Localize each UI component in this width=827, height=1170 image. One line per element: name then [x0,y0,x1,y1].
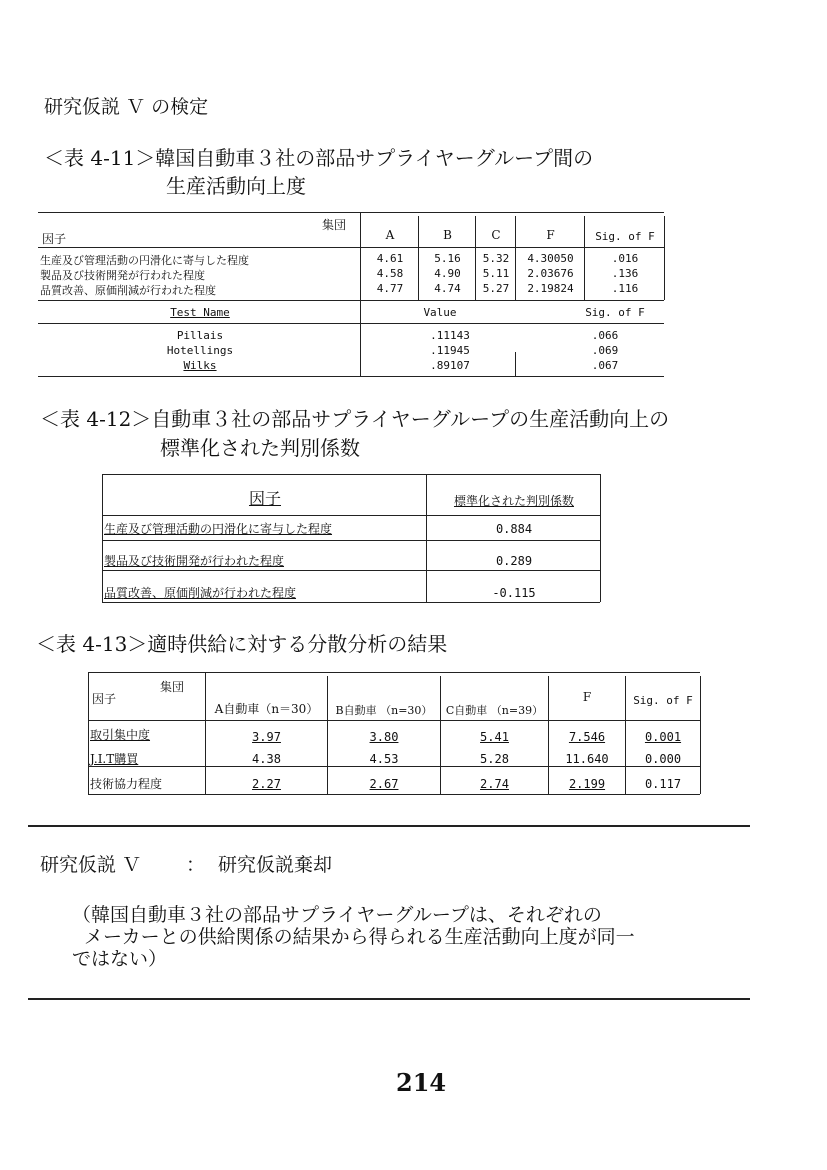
test-name: Wilks [183,359,217,372]
value-c: 5.28 [480,752,509,766]
value-sig: 0.117 [644,777,682,791]
value-f: 2.199 [568,777,606,791]
factor-cell: 生産及び管理活動の円滑化に寄与した程度 [40,254,249,267]
table3-caption: ＜表 4-13＞適時供給に対する分散分析の結果 [36,632,448,656]
value-c: 5.32 [482,252,510,265]
test-value-header: Value [423,306,457,319]
table1-col-sig: Sig. of F [595,230,655,243]
factor-cell: 製品及び技術開発が行われた程度 [104,554,285,568]
factor-cell: 品質改善、原価削減が行われた程度 [40,284,216,297]
value-b: 5.16 [434,252,461,265]
test-value: .89107 [430,359,470,372]
conclusion-colon: ： [186,854,206,876]
conclusion-title-right: 研究仮説棄却 [218,854,333,876]
test-sig-header: Sig. of F [585,306,645,319]
test-sig: .066 [591,329,619,342]
table3-col-a: A自動車（n＝30） [214,702,319,716]
table3-col-sig: Sig. of F [633,694,693,707]
coef-cell: 0.289 [495,554,533,568]
value-b: 3.80 [369,730,399,744]
conclusion-body-line2: メーカーとの供給関係の結果から得られる生産活動向上度が同一 [84,926,635,948]
table3-group-label: 集団 [160,680,185,694]
value-a: 3.97 [252,730,281,744]
value-a: 4.58 [376,267,404,280]
value-f: 2.03676 [527,267,574,280]
value-a: 2.27 [252,777,281,791]
table2-caption-line2: 標準化された判別係数 [160,436,360,460]
value-b: 4.90 [434,267,461,280]
section-title: 研究仮説 Ｖ の検定 [44,96,209,118]
value-c: 5.11 [482,267,510,280]
factor-cell: 製品及び技術開発が行われた程度 [40,269,205,282]
factor-cell: 取引集中度 [90,728,151,742]
conclusion-body-line1: （韓国自動車３社の部品サプライヤーグループは、それぞれの [72,904,602,926]
table3-factor-label: 因子 [92,692,117,706]
value-a: 4.38 [252,752,281,766]
table1-col-c: C [491,228,501,242]
conclusion-title-left: 研究仮説 Ｖ [40,854,142,876]
value-b: 4.53 [369,752,399,766]
value-c: 5.27 [482,282,510,295]
divider-bottom [28,998,750,1000]
table2-caption-line1: ＜表 4-12＞自動車３社の部品サプライヤーグループの生産活動向上の [40,407,670,431]
value-b: 4.74 [434,282,461,295]
table3-col-c: C自動車 （n=39） [445,704,544,717]
table1-group-label: 集団 [322,218,347,232]
value-f: 7.546 [568,730,606,744]
table1-caption-line2: 生産活動向上度 [166,174,306,198]
table1-factor-label: 因子 [42,232,67,246]
value-sig: .136 [611,267,639,280]
value-a: 4.77 [376,282,404,295]
value-b: 2.67 [369,777,399,791]
page-number: 214 [396,1068,447,1097]
value-f: 2.19824 [527,282,574,295]
table2-header-factor: 因子 [248,489,281,508]
value-sig: 0.000 [644,752,682,766]
table3-col-b: B自動車 （n=30） [335,704,433,717]
coef-cell: 0.884 [495,522,533,536]
table2-header-coef: 標準化された判別係数 [453,494,574,508]
divider-top [28,825,750,827]
coef-cell: -0.115 [492,586,536,600]
value-sig: .116 [611,282,639,295]
value-sig: .016 [611,252,639,265]
factor-cell: J.I.T購買 [90,752,139,766]
test-name: Pillais [176,329,224,342]
value-sig: 0.001 [644,730,682,744]
value-f: 4.30050 [527,252,574,265]
factor-cell: 技術協力程度 [90,777,163,791]
conclusion-body-line3: ではない） [72,948,168,970]
test-value: .11945 [430,344,470,357]
factor-cell: 品質改善、原価削減が行われた程度 [104,586,297,600]
value-c: 5.41 [480,730,509,744]
test-sig: .067 [591,359,619,372]
value-f: 11.640 [565,752,609,766]
table1-caption-line1: ＜表 4-11＞韓国自動車３社の部品サプライヤーグループ間の [44,146,594,170]
factor-cell: 生産及び管理活動の円滑化に寄与した程度 [104,522,333,536]
test-value: .11143 [430,329,470,342]
table3-col-f: F [582,690,592,704]
table1-col-f: F [546,228,555,242]
value-c: 2.74 [480,777,509,791]
table1-col-b: B [443,228,452,242]
test-name: Hotellings [166,344,234,357]
value-a: 4.61 [376,252,404,265]
table1-col-a: A [385,228,395,242]
test-name-header: Test Name [170,306,230,319]
test-sig: .069 [591,344,619,357]
